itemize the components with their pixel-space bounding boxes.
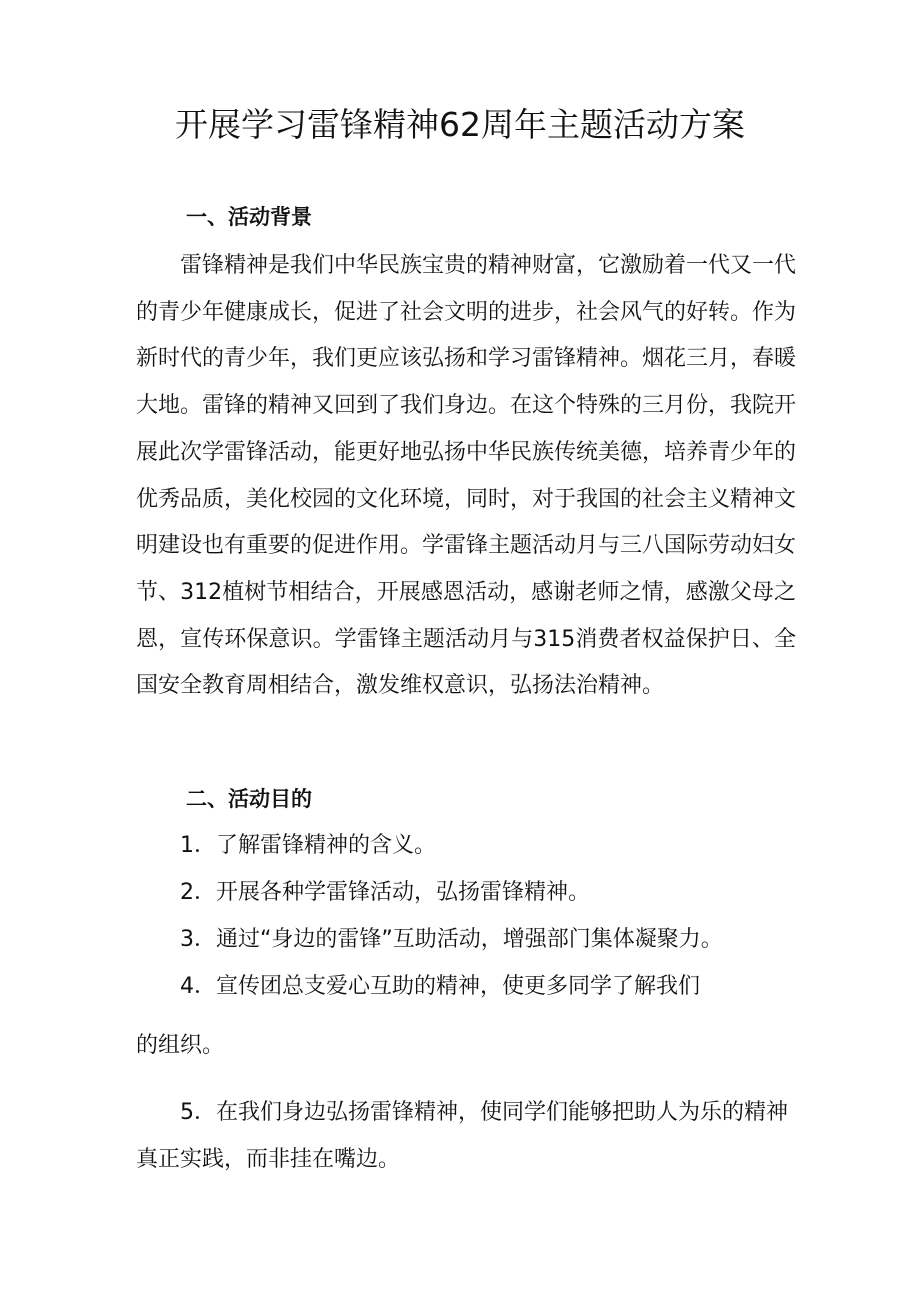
purpose-item-4: 4．宣传团总支爱心互助的精神，使更多同学了解我们	[180, 974, 700, 999]
section-heading-purpose: 二、活动目的	[186, 787, 312, 811]
purpose-item-3: 3．通过“身边的雷锋”互助活动，增强部门集体凝聚力。	[180, 927, 723, 952]
purpose-item-2: 2．开展各种学雷锋活动，弘扬雷锋精神。	[180, 880, 590, 905]
purpose-item-5: 5．在我们身边弘扬雷锋精神，使同学们能够把助人为乐的精神真正实践，而非挂在嘴边。	[136, 1100, 788, 1172]
background-paragraph: 雷锋精神是我们中华民族宝贵的精神财富，它激励着一代又一代的青少年健康成长，促进了社会文明的进步，社会风气的好转。作为新时代的青少年，我们更应该弘扬和学习雷锋精神。烟花三月，春暖大地。雷锋的精神又回到了我们身边。在这个特殊的三月份，我院开展此次学雷锋活动，能更好地弘扬中华民族传统美德，培养青少年的优秀品质，美化校园的文化环境，同时，对于我国的社会主义精神文明建设也有重要的促进作用。学雷锋主题活动月与三八国际劳动妇女节、312植树节相结合，开展感恩活动，感谢老师之情，感激父母之恩，宣传环保意识。学雷锋主题活动月与315消费者权益保护日、全国安全教育周相结合，激发维权意识，弘扬法治精神。	[136, 253, 797, 699]
purpose-item-4-continued: 的组织。	[136, 1033, 225, 1058]
document-title: 开展学习雷锋精神62周年主题活动方案	[175, 105, 745, 144]
section-heading-background: 一、活动背景	[186, 205, 312, 229]
purpose-item-1: 1．了解雷锋精神的含义。	[180, 833, 436, 858]
